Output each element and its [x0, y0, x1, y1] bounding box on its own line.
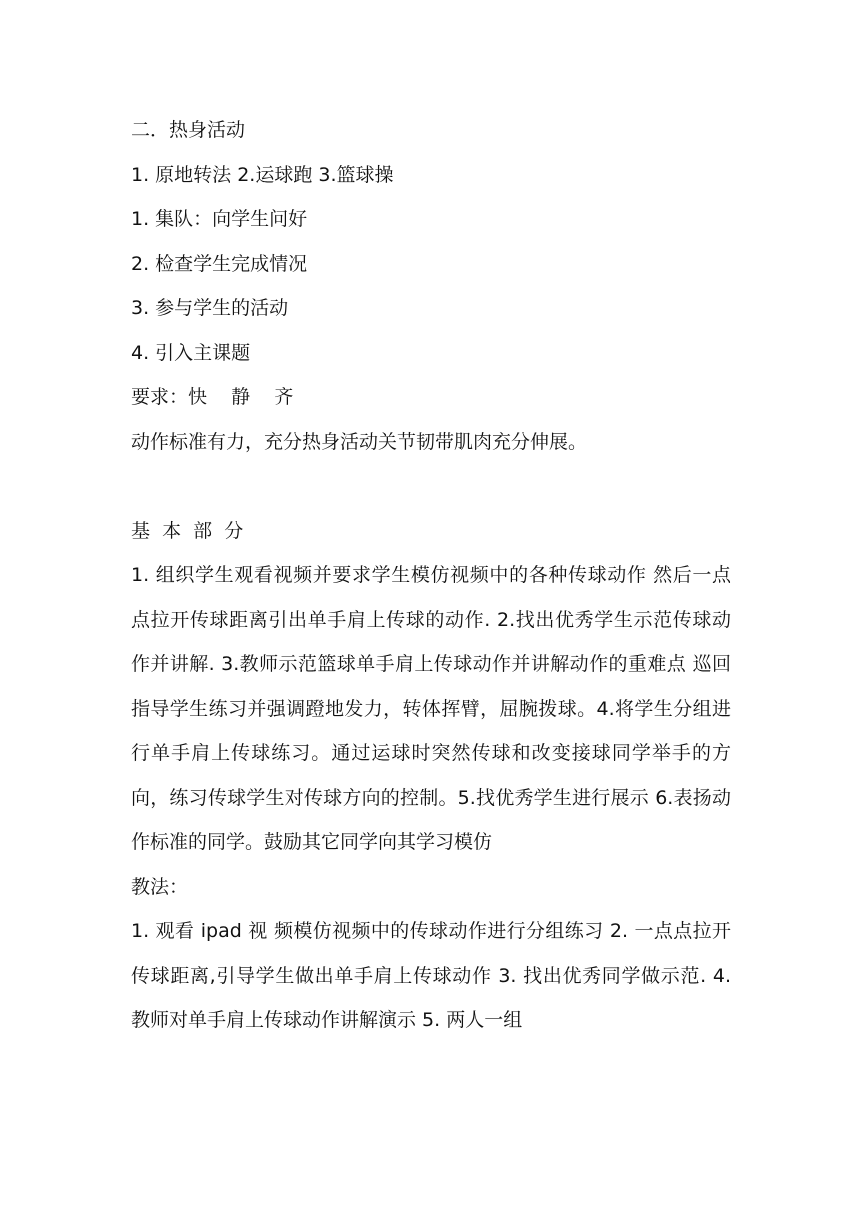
warmup-step: 4. 引入主课题: [131, 341, 251, 364]
warmup-step: 2. 检查学生完成情况: [131, 252, 308, 275]
warmup-step: 3. 参与学生的活动: [131, 297, 289, 319]
basic-paragraph: 1. 组织学生观看视频并要求学生模仿视频中的各种传球动作 然后一点点拉开传球距离引出单手肩上传球的动作. 2.找出优秀学生示范传球动作并讲解. 3.教师示范篮球单手肩上传球动作并讲解动作的重难点 巡回指导学生练习并强调蹬地发力，转体挥臂，屈腕拨球。4.将学生分组进行单手肩上传球练习。通过运球时突然传球和改变接球同学举手的方向，练习传球学生对传球方向的控制。5.找优秀学生进行展示 6.表扬动作标准的同学。鼓励其它同学向其学习模仿: [131, 564, 731, 853]
warmup-activities: 1. 原地转法 2.运球跑 3.篮球操: [131, 163, 394, 186]
section-spacer: [131, 464, 731, 509]
warmup-heading: 二．热身活动: [131, 119, 246, 141]
warmup-note: 动作标准有力，充分热身活动关节韧带肌肉充分伸展。: [131, 430, 588, 453]
warmup-requirement: 要求：快 静 齐: [131, 386, 294, 408]
basic-heading: 基 本 部 分: [131, 519, 244, 542]
warmup-step: 1. 集队：向学生问好: [131, 208, 308, 230]
method-heading: 教法：: [131, 875, 189, 898]
document-body: [131, 108, 731, 1043]
method-paragraph: 1. 观看 ipad 视 频模仿视频中的传球动作进行分组练习 2. 一点点拉开传球距离,引导学生做出单手肩上传球动作 3. 找出优秀同学做示范. 4. 教师对单手肩上传球动作讲解演示 5. 两人一组: [131, 920, 731, 1031]
